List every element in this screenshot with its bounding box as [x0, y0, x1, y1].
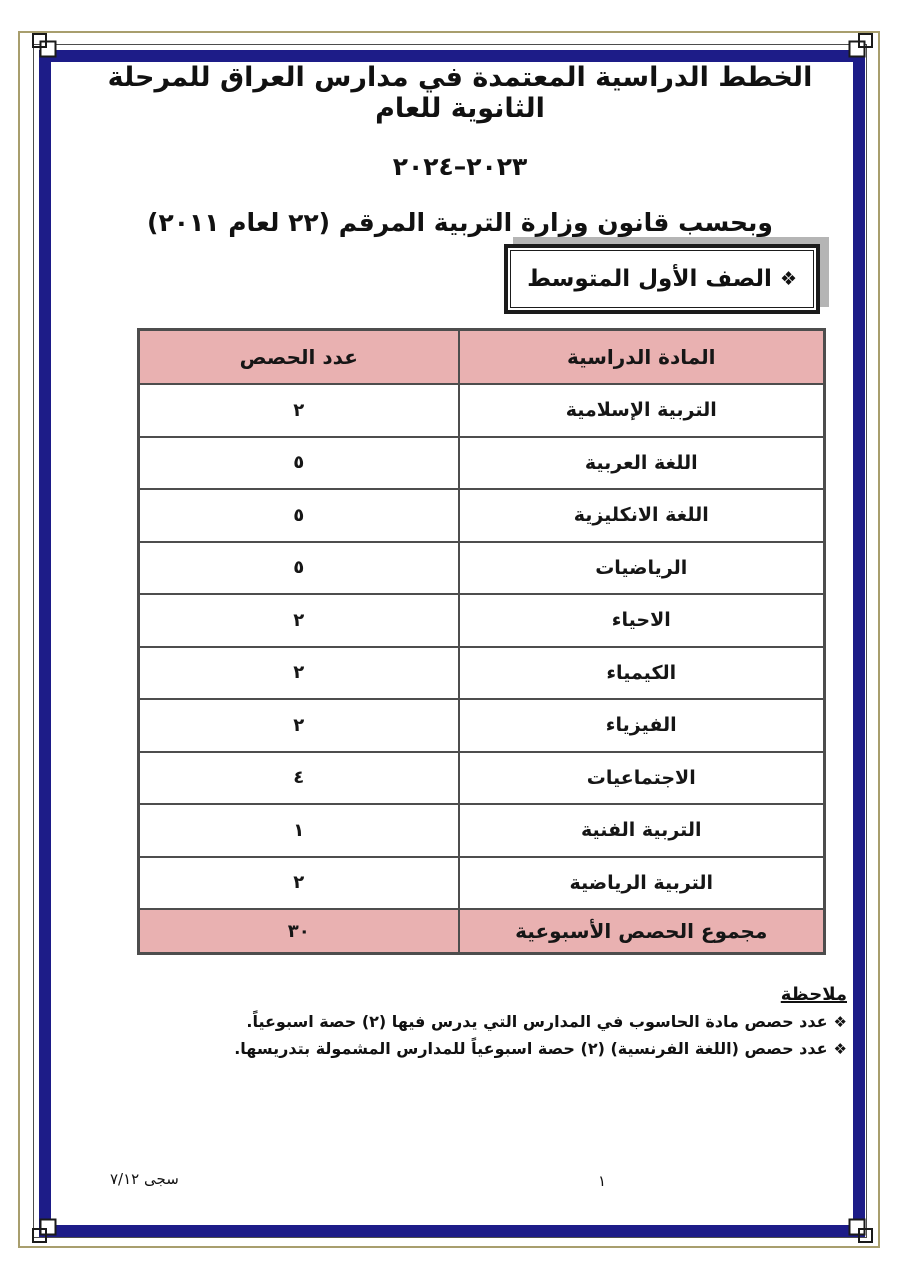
subject-cell: الاحياء — [459, 594, 825, 647]
table-row — [139, 647, 825, 700]
document-title-block — [75, 62, 845, 237]
subjects-table — [137, 328, 826, 955]
count-cell: ٢ — [139, 857, 459, 910]
table-row — [139, 489, 825, 542]
footer-signature: سجى ٧/١٢ — [110, 1170, 179, 1188]
subject-column-header: المادة الدراسية — [459, 330, 825, 385]
total-count-cell: ٣٠ — [139, 909, 459, 954]
document-subtitle: وبحسب قانون وزارة التربية المرقم (٢٢ لعام ٢٠١١) — [147, 208, 773, 237]
subject-cell: اللغة العربية — [459, 437, 825, 490]
table-total-row — [139, 909, 825, 954]
count-cell: ٢ — [139, 384, 459, 437]
document-title: الخطط الدراسية المعتمدة في مدارس العراق للمرحلة الثانوية للعام — [107, 62, 813, 124]
table-row — [139, 804, 825, 857]
notes-section — [87, 984, 847, 1062]
note-item — [87, 1009, 847, 1036]
subject-cell: اللغة الانكليزية — [459, 489, 825, 542]
diamond-bullet-icon: ❖ — [833, 1013, 847, 1031]
count-cell: ٢ — [139, 699, 459, 752]
count-cell: ٤ — [139, 752, 459, 805]
subject-cell: الكيمياء — [459, 647, 825, 700]
subject-cell: الاجتماعيات — [459, 752, 825, 805]
border-knot-icon — [31, 32, 59, 60]
document-year: ٢٠٢٣–٢٠٢٤ — [392, 152, 528, 181]
note-item — [87, 1036, 847, 1063]
subject-cell: التربية الفنية — [459, 804, 825, 857]
border-knot-icon — [31, 1216, 59, 1244]
diamond-bullet-icon: ❖ — [779, 268, 797, 290]
notes-title: ملاحظة — [780, 984, 847, 1005]
subject-cell: التربية الإسلامية — [459, 384, 825, 437]
border-knot-icon — [846, 32, 874, 60]
table-row — [139, 699, 825, 752]
table-row — [139, 857, 825, 910]
subject-cell: التربية الرياضية — [459, 857, 825, 910]
subject-cell: الفيزياء — [459, 699, 825, 752]
table-header-row — [139, 330, 825, 385]
table-row — [139, 752, 825, 805]
table-row — [139, 594, 825, 647]
count-cell: ٥ — [139, 489, 459, 542]
section-heading-box — [504, 244, 820, 314]
total-label-cell: مجموع الحصص الأسبوعية — [459, 909, 825, 954]
note-text: عدد حصص مادة الحاسوب في المدارس التي يدرس فيها (٢) حصة اسبوعياً. — [246, 1012, 828, 1031]
count-cell: ٥ — [139, 542, 459, 595]
border-knot-icon — [846, 1216, 874, 1244]
count-cell: ٢ — [139, 594, 459, 647]
table-row — [139, 384, 825, 437]
count-cell: ١ — [139, 804, 459, 857]
note-text: عدد حصص (اللغة الفرنسية) (٢) حصة اسبوعياً للمدارس المشمولة بتدريسها. — [234, 1038, 828, 1058]
table-row — [139, 542, 825, 595]
page-number: ١ — [598, 1172, 607, 1190]
count-cell: ٢ — [139, 647, 459, 700]
section-heading-label: الصف الأول المتوسط — [527, 266, 772, 292]
count-cell: ٥ — [139, 437, 459, 490]
count-column-header: عدد الحصص — [139, 330, 459, 385]
subject-cell: الرياضيات — [459, 542, 825, 595]
diamond-bullet-icon: ❖ — [833, 1039, 847, 1058]
table-row — [139, 437, 825, 490]
